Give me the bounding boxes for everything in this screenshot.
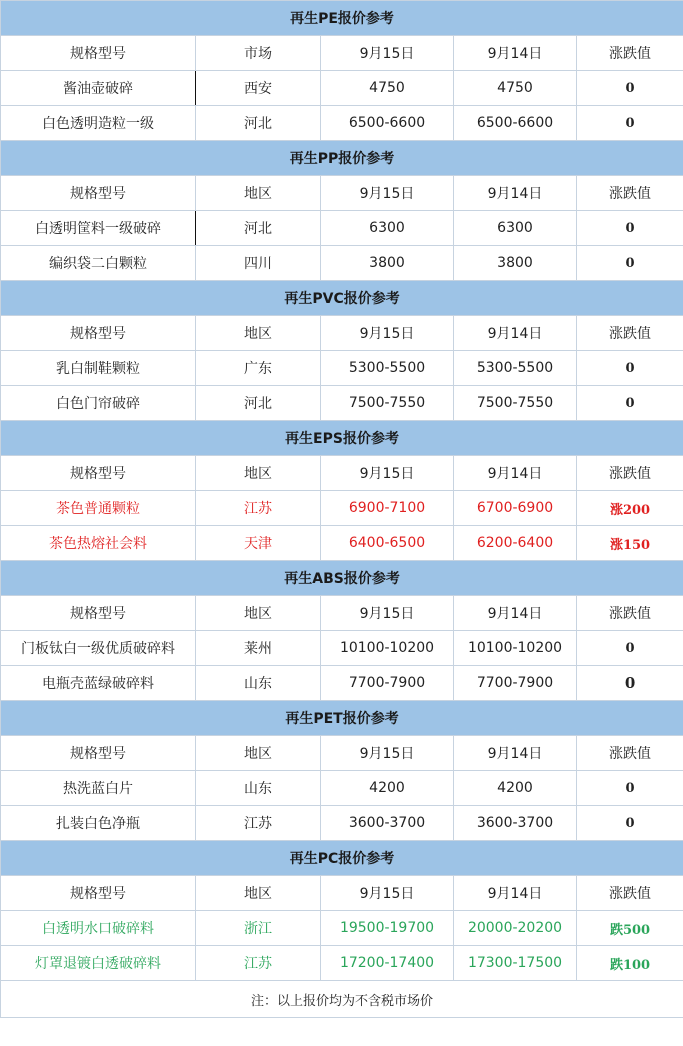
- table-row: [1, 526, 683, 561]
- price-date-1-cell: 7700-7900: [321, 666, 454, 701]
- column-header-row: [1, 456, 683, 491]
- price-date-1-cell: 10100-10200: [321, 631, 454, 666]
- spec-cell: 白色门帘破碎: [1, 386, 196, 421]
- price-date-1-cell: 3600-3700: [321, 806, 454, 841]
- header-change: 涨跌值: [577, 596, 683, 631]
- spec-cell: 扎装白色净瓶: [1, 806, 196, 841]
- spec-cell: 电瓶壳蓝绿破碎料: [1, 666, 196, 701]
- header-region: 地区: [196, 456, 321, 491]
- table-row: [1, 911, 683, 946]
- change-cell: 0: [577, 771, 683, 806]
- change-cell: 0: [577, 631, 683, 666]
- section-title: 再生EPS报价参考: [1, 421, 683, 456]
- header-spec: 规格型号: [1, 456, 196, 491]
- region-cell: 四川: [196, 246, 321, 281]
- header-date-2: 9月14日: [454, 736, 577, 771]
- header-region: 地区: [196, 876, 321, 911]
- region-cell: 江苏: [196, 806, 321, 841]
- change-cell: 0: [577, 351, 683, 386]
- spec-cell: 白色透明造粒一级: [1, 106, 196, 141]
- change-cell: 0: [577, 666, 683, 701]
- header-spec: 规格型号: [1, 736, 196, 771]
- table-row: [1, 491, 683, 526]
- price-date-1-cell: 6300: [321, 211, 454, 246]
- region-cell: 西安: [196, 71, 321, 106]
- price-date-2-cell: 20000-20200: [454, 911, 577, 946]
- price-date-2-cell: 7500-7550: [454, 386, 577, 421]
- column-header-row: [1, 36, 683, 71]
- header-region: 地区: [196, 736, 321, 771]
- section-title-row: [1, 1, 683, 36]
- header-date-1: 9月15日: [321, 176, 454, 211]
- region-cell: 莱州: [196, 631, 321, 666]
- price-date-2-cell: 6700-6900: [454, 491, 577, 526]
- section-title: 再生PVC报价参考: [1, 281, 683, 316]
- price-date-2-cell: 6500-6600: [454, 106, 577, 141]
- section-title: 再生PP报价参考: [1, 141, 683, 176]
- column-header-row: [1, 596, 683, 631]
- spec-cell: 白透明筐料一级破碎: [1, 211, 196, 246]
- header-date-2: 9月14日: [454, 36, 577, 71]
- price-date-2-cell: 3800: [454, 246, 577, 281]
- table-row: [1, 211, 683, 246]
- header-spec: 规格型号: [1, 176, 196, 211]
- header-date-1: 9月15日: [321, 736, 454, 771]
- header-date-1: 9月15日: [321, 316, 454, 351]
- section-title: 再生PE报价参考: [1, 1, 683, 36]
- header-date-2: 9月14日: [454, 176, 577, 211]
- table-row: [1, 386, 683, 421]
- header-date-1: 9月15日: [321, 456, 454, 491]
- header-spec: 规格型号: [1, 36, 196, 71]
- spec-cell: 茶色普通颗粒: [1, 491, 196, 526]
- header-change: 涨跌值: [577, 876, 683, 911]
- price-date-1-cell: 6500-6600: [321, 106, 454, 141]
- change-cell: 0: [577, 806, 683, 841]
- table-row: [1, 106, 683, 141]
- section-title: 再生ABS报价参考: [1, 561, 683, 596]
- spec-cell: 灯罩退镀白透破碎料: [1, 946, 196, 981]
- region-cell: 江苏: [196, 491, 321, 526]
- region-cell: 河北: [196, 106, 321, 141]
- header-change: 涨跌值: [577, 736, 683, 771]
- header-region: 地区: [196, 596, 321, 631]
- section-title-row: [1, 421, 683, 456]
- table-row: [1, 771, 683, 806]
- table-row: [1, 806, 683, 841]
- region-cell: 浙江: [196, 911, 321, 946]
- price-date-2-cell: 4750: [454, 71, 577, 106]
- region-cell: 山东: [196, 666, 321, 701]
- change-cell: 涨200: [577, 491, 683, 526]
- section-title-row: [1, 841, 683, 876]
- price-date-2-cell: 7700-7900: [454, 666, 577, 701]
- price-date-2-cell: 6300: [454, 211, 577, 246]
- price-date-1-cell: 7500-7550: [321, 386, 454, 421]
- change-cell: 0: [577, 386, 683, 421]
- region-cell: 山东: [196, 771, 321, 806]
- column-header-row: [1, 176, 683, 211]
- change-cell: 0: [577, 106, 683, 141]
- table-row: [1, 666, 683, 701]
- footnote: 注：以上报价均为不含税市场价: [1, 981, 683, 1018]
- section-title-row: [1, 701, 683, 736]
- change-cell: 跌100: [577, 946, 683, 981]
- price-date-2-cell: 17300-17500: [454, 946, 577, 981]
- header-region: 地区: [196, 316, 321, 351]
- price-table-body: [1, 1, 683, 981]
- header-region: 市场: [196, 36, 321, 71]
- price-date-1-cell: 6900-7100: [321, 491, 454, 526]
- header-date-2: 9月14日: [454, 876, 577, 911]
- column-header-row: [1, 876, 683, 911]
- table-row: [1, 71, 683, 106]
- column-header-row: [1, 736, 683, 771]
- spec-cell: 热洗蓝白片: [1, 771, 196, 806]
- column-header-row: [1, 316, 683, 351]
- spec-cell: 门板钛白一级优质破碎料: [1, 631, 196, 666]
- price-date-2-cell: 6200-6400: [454, 526, 577, 561]
- price-date-1-cell: 4200: [321, 771, 454, 806]
- change-cell: 0: [577, 211, 683, 246]
- header-change: 涨跌值: [577, 176, 683, 211]
- change-cell: 跌500: [577, 911, 683, 946]
- price-date-2-cell: 4200: [454, 771, 577, 806]
- header-change: 涨跌值: [577, 36, 683, 71]
- section-title-row: [1, 281, 683, 316]
- section-title-row: [1, 141, 683, 176]
- note-row: [1, 981, 683, 1018]
- spec-cell: 茶色热熔社会料: [1, 526, 196, 561]
- price-date-2-cell: 5300-5500: [454, 351, 577, 386]
- header-spec: 规格型号: [1, 316, 196, 351]
- price-date-2-cell: 3600-3700: [454, 806, 577, 841]
- header-spec: 规格型号: [1, 876, 196, 911]
- price-date-1-cell: 4750: [321, 71, 454, 106]
- table-row: [1, 631, 683, 666]
- spec-cell: 白透明水口破碎料: [1, 911, 196, 946]
- region-cell: 河北: [196, 386, 321, 421]
- price-date-1-cell: 6400-6500: [321, 526, 454, 561]
- region-cell: 广东: [196, 351, 321, 386]
- table-row: [1, 946, 683, 981]
- region-cell: 天津: [196, 526, 321, 561]
- change-cell: 0: [577, 71, 683, 106]
- price-date-2-cell: 10100-10200: [454, 631, 577, 666]
- header-date-1: 9月15日: [321, 876, 454, 911]
- header-date-2: 9月14日: [454, 316, 577, 351]
- table-row: [1, 246, 683, 281]
- change-cell: 0: [577, 246, 683, 281]
- change-cell: 涨150: [577, 526, 683, 561]
- header-change: 涨跌值: [577, 456, 683, 491]
- region-cell: 江苏: [196, 946, 321, 981]
- price-date-1-cell: 17200-17400: [321, 946, 454, 981]
- table-row: [1, 351, 683, 386]
- section-title: 再生PC报价参考: [1, 841, 683, 876]
- price-date-1-cell: 3800: [321, 246, 454, 281]
- region-cell: 河北: [196, 211, 321, 246]
- header-date-2: 9月14日: [454, 456, 577, 491]
- header-date-1: 9月15日: [321, 596, 454, 631]
- section-title-row: [1, 561, 683, 596]
- header-region: 地区: [196, 176, 321, 211]
- spec-cell: 编织袋二白颗粒: [1, 246, 196, 281]
- price-date-1-cell: 5300-5500: [321, 351, 454, 386]
- header-spec: 规格型号: [1, 596, 196, 631]
- header-change: 涨跌值: [577, 316, 683, 351]
- spec-cell: 酱油壶破碎: [1, 71, 196, 106]
- header-date-2: 9月14日: [454, 596, 577, 631]
- header-date-1: 9月15日: [321, 36, 454, 71]
- section-title: 再生PET报价参考: [1, 701, 683, 736]
- spec-cell: 乳白制鞋颗粒: [1, 351, 196, 386]
- price-date-1-cell: 19500-19700: [321, 911, 454, 946]
